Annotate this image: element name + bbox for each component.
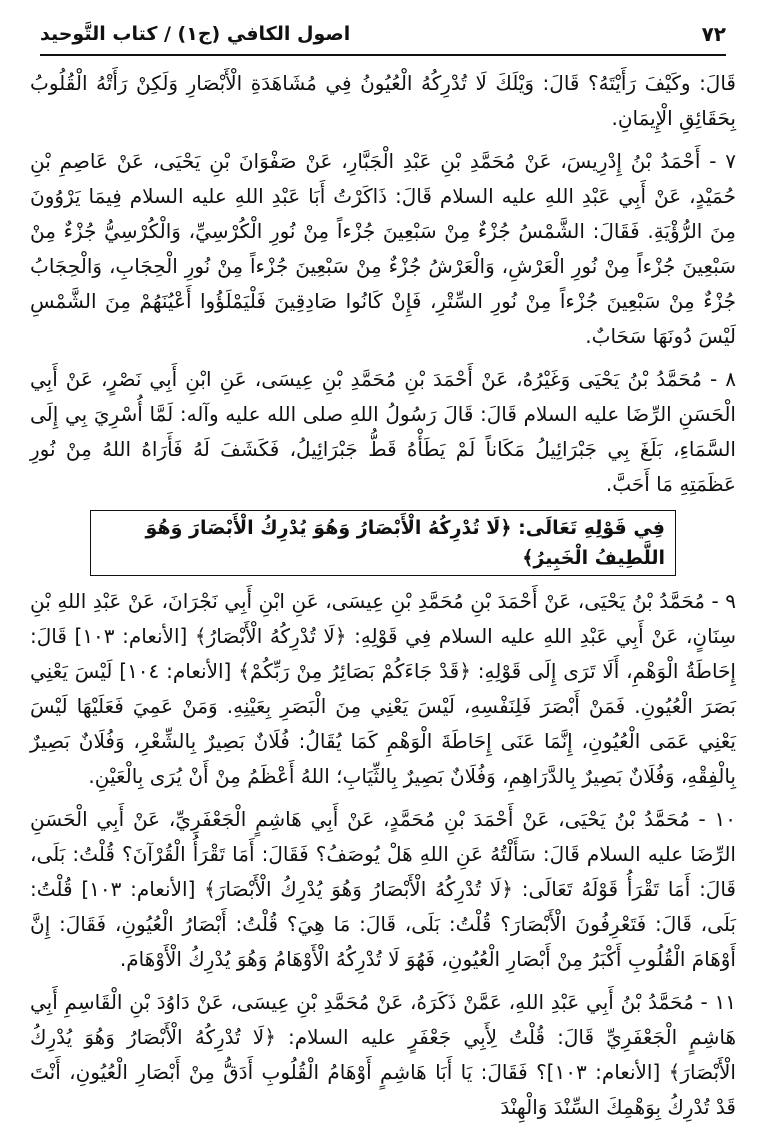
hadith-paragraph: ٩ - مُحَمَّدُ بْنُ يَحْيَى، عَنْ أَحْمَدَ بْنِ مُحَمَّدِ بْنِ عِيسَى، عَنِ ابْنِ أَبِي نَجْرَانَ، عَنْ عَبْدِ اللهِ بْنِ سِنَانٍ، عَنْ أَبِي عَبْدِ اللهِ عليه السلام فِي قَوْلِهِ: ﴿لَا تُدْرِكُهُ الْأَبْصَارُ﴾ [الأنعام: ١٠٣] قَالَ: إِحَاطَةُ الْوَهْمِ، أَلَا تَرَى إِلَى قَوْلِهِ: ﴿قَدْ جَاءَكُمْ بَصَائِرُ مِنْ رَبِّكُمْ﴾ [الأنعام: ١٠٤] لَيْسَ يَعْنِي بَصَرَ الْعُيُونِ. فَمَنْ أَبْصَرَ فَلِنَفْسِهِ، لَيْسَ يَعْنِي مِنَ الْبَصَرِ بِعَيْنِهِ. وَمَنْ عَمِيَ فَعَلَيْهَا لَيْسَ يَعْنِي عَمَى الْعُيُونِ، إِنَّمَا عَنَى إِحَاطَةَ الْوَهْمِ كَمَا يُقَالُ: فُلَانٌ بَصِيرٌ بِالشِّعْرِ، وَفُلَانٌ بَصِيرٌ بِالْفِقْهِ، وَفُلَانٌ بَصِيرٌ بِالدَّرَاهِمِ، وَفُلَانٌ بَصِيرٌ بِالثِّيَابِ؛ اللهُ أَعْظَمُ مِنْ أَنْ يُرَى بِالْعَيْنِ. (30, 589, 736, 788)
chapter-heading-box: فِي قَوْلِهِ تَعَالَى: ﴿لَا تُدْرِكُهُ الْأَبْصَارُ وَهُوَ يُدْرِكُ الْأَبْصَارَ وَهُوَ اللَّطِيفُ الْخَبِيرُ﴾ (90, 510, 676, 576)
page-header (40, 14, 726, 56)
running-title: اصول الكافي (ج١) / كتاب التَّوحيد (40, 23, 351, 45)
page-number: ٧٢ (701, 22, 726, 46)
hadith-paragraph: ١١ - مُحَمَّدُ بْنُ أَبِي عَبْدِ اللهِ، عَمَّنْ ذَكَرَهُ، عَنْ مُحَمَّدِ بْنِ عِيسَى، عَنْ دَاوُدَ بْنِ الْقَاسِمِ أَبِي هَاشِمٍ الْجَعْفَرِيِّ قَالَ: قُلْتُ لِأَبِي جَعْفَرٍ عليه السلام: ﴿لَا تُدْرِكُهُ الْأَبْصَارُ وَهُوَ يُدْرِكُ الْأَبْصَارَ﴾ [الأنعام: ١٠٣]؟ فَقَالَ: يَا أَبَا هَاشِمٍ أَوْهَامُ الْقُلُوبِ أَدَقُّ مِنْ أَبْصَارِ الْعُيُونِ، أَنْتَ قَدْ تُدْرِكُ بِوَهْمِكَ السِّنْدَ وَالْهِنْدَ (30, 990, 736, 1119)
hadith-paragraph: ١٠ - مُحَمَّدُ بْنُ يَحْيَى، عَنْ أَحْمَدَ بْنِ مُحَمَّدٍ، عَنْ أَبِي هَاشِمٍ الْجَعْفَرِيِّ، عَنْ أَبِي الْحَسَنِ الرِّضَا عليه السلام قَالَ: سَأَلْتُهُ عَنِ اللهِ هَلْ يُوصَفُ؟ فَقَالَ: أَمَا تَقْرَأُ الْقُرْآنَ؟ قُلْتُ: بَلَى، قَالَ: أَمَا تَقْرَأُ قَوْلَهُ تَعَالَى: ﴿لَا تُدْرِكُهُ الْأَبْصَارُ وَهُوَ يُدْرِكُ الْأَبْصَارَ﴾ [الأنعام: ١٠٣] قُلْتُ: بَلَى، قَالَ: فَتَعْرِفُونَ الْأَبْصَارَ؟ قُلْتُ: بَلَى، قَالَ: مَا هِيَ؟ قُلْتُ: أَبْصَارُ الْعُيُونِ، فَقَالَ: إِنَّ أَوْهَامَ الْقُلُوبِ أَكْبَرُ مِنْ أَبْصَارِ الْعُيُونِ، فَهُوَ لَا تُدْرِكُهُ الْأَوْهَامُ وَهُوَ يُدْرِكُ الْأَوْهَامَ. (30, 807, 736, 971)
page-body (30, 66, 736, 1125)
hadith-paragraph: ٧ - أَحْمَدُ بْنُ إِدْرِيسَ، عَنْ مُحَمَّدِ بْنِ عَبْدِ الْجَبَّارِ، عَنْ صَفْوَانَ بْنِ يَحْيَى، عَنْ عَاصِمِ بْنِ حُمَيْدٍ، عَنْ أَبِي عَبْدِ اللهِ عليه السلام قَالَ: ذَاكَرْتُ أَبَا عَبْدِ اللهِ عليه السلام فِيمَا يَرْوُونَ مِنَ الرُّؤْيَةِ. فَقَالَ: الشَّمْسُ جُزْءٌ مِنْ سَبْعِينَ جُزْءاً مِنْ نُورِ الْكُرْسِيِّ، وَالْكُرْسِيُّ جُزْءٌ مِنْ سَبْعِينَ جُزْءاً مِنْ نُورِ الْعَرْشِ، وَالْعَرْشُ جُزْءٌ مِنْ سَبْعِينَ جُزْءاً مِنْ نُورِ الْحِجَابِ، وَالْحِجَابُ جُزْءٌ مِنْ سَبْعِينَ جُزْءاً مِنْ نُورِ السِّتْرِ، فَإِنْ كَانُوا صَادِقِينَ فَلْيَمْلَؤُوا أَعْيُنَهُمْ مِنَ الشَّمْسِ لَيْسَ دُونَهَا سَحَابٌ. (30, 149, 736, 348)
hadith-paragraph: ٨ - مُحَمَّدُ بْنُ يَحْيَى وَغَيْرُهُ، عَنْ أَحْمَدَ بْنِ مُحَمَّدِ بْنِ عِيسَى، عَنِ ابْنِ أَبِي نَصْرٍ، عَنْ أَبِي الْحَسَنِ الرِّضَا عليه السلام قَالَ: قَالَ رَسُولُ اللهِ صلى الله عليه وآله: لَمَّا أُسْرِيَ بِي إِلَى السَّمَاءِ، بَلَغَ بِي جَبْرَائِيلُ مَكَاناً لَمْ يَطَأْهُ قَطُّ جَبْرَائِيلُ، فَكَشَفَ لَهُ فَأَرَاهُ اللهُ مِنْ نُورِ عَظَمَتِهِ مَا أَحَبَّ. (30, 367, 736, 496)
hadith-paragraph: قَالَ: وكَيْفَ رَأَيْتَهُ؟ قَالَ: وَيْلَكَ لَا تُدْرِكُهُ الْعُيُونُ فِي مُشَاهَدَةِ الْأَبْصَارِ وَلَكِنْ رَأَتْهُ الْقُلُوبُ بِحَقَائِقِ الْإِيمَانِ. (30, 71, 736, 130)
